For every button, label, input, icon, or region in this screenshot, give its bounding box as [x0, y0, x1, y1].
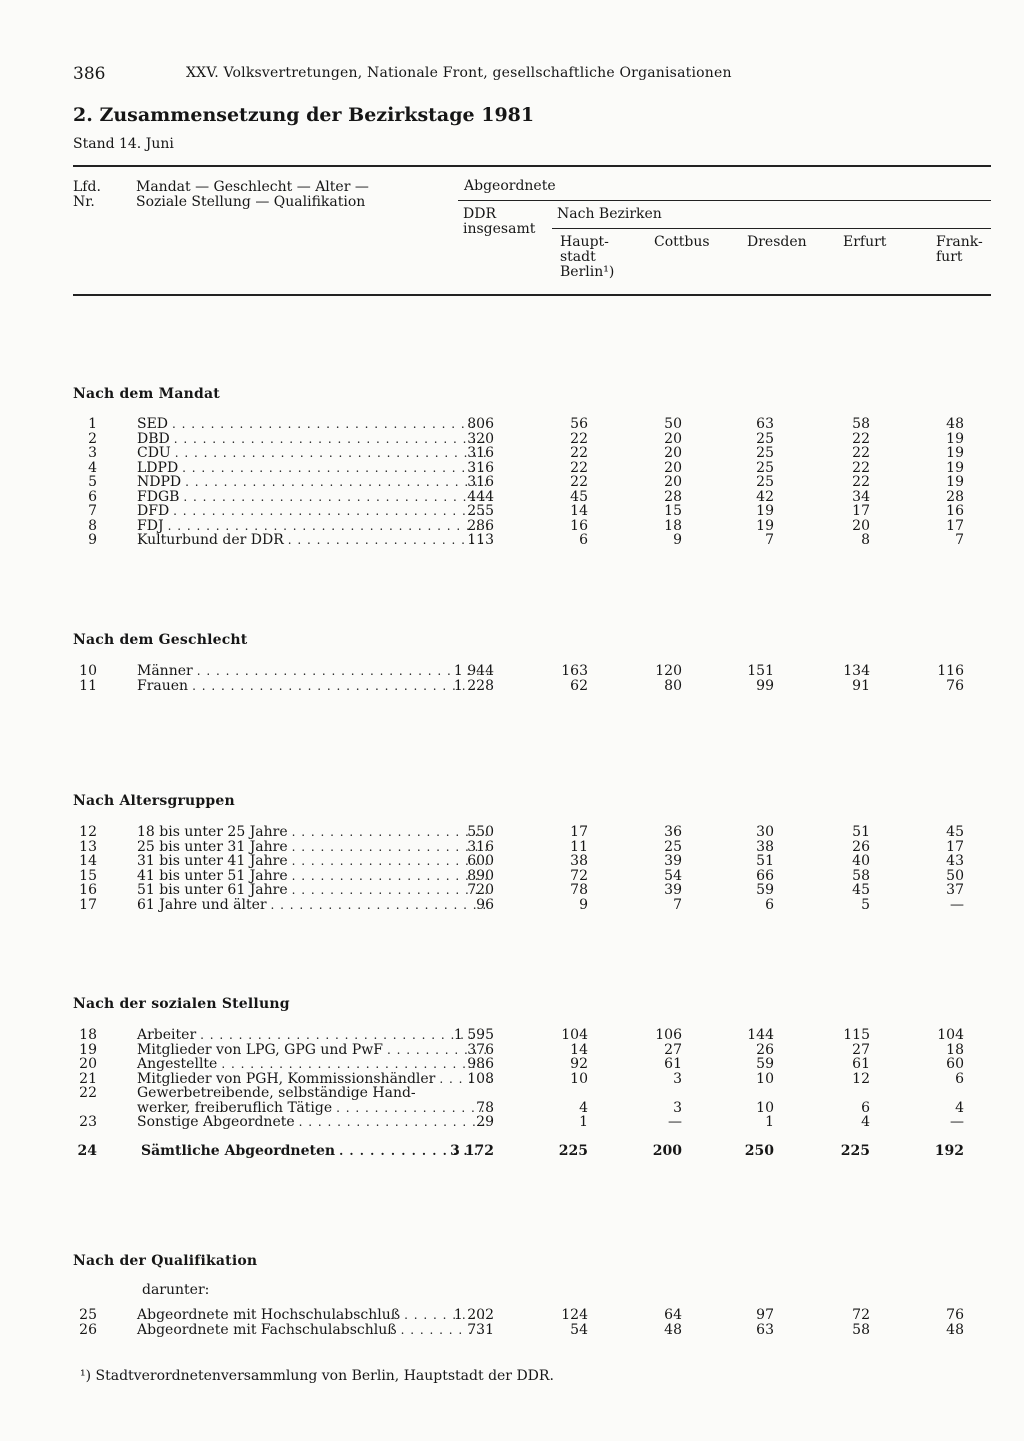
table-row: [0, 504, 1024, 519]
value-ddr-total: 806: [467, 416, 494, 432]
value-ddr-total: 600: [467, 853, 494, 869]
value-dresden: 63: [756, 1321, 774, 1338]
value-frankfurt: —: [950, 1114, 964, 1130]
value-ddr-total: 108: [467, 1070, 494, 1087]
value-frankfurt: 17: [946, 517, 964, 534]
value-dresden: 19: [756, 503, 774, 519]
value-frankfurt: 43: [946, 853, 964, 869]
abgeordnete-rule: [458, 200, 991, 201]
value-erfurt: 22: [852, 459, 870, 476]
value-ddr-total: 29: [476, 1114, 494, 1130]
row-label: 51 bis unter 61 Jahre . . .: [137, 883, 492, 898]
row-number: 26: [79, 1321, 97, 1338]
value-ddr-total: 316: [467, 838, 494, 855]
value-erfurt: 40: [852, 853, 870, 869]
row-label: Abgeordnete mit Hochschulabschluß . . .: [137, 1308, 492, 1323]
row-label: Frauen . . .: [137, 679, 492, 694]
value-cottbus: 61: [664, 1056, 682, 1072]
value-ddr-total: 890: [467, 867, 494, 884]
row-label: CDU . . .: [137, 446, 492, 461]
row-number: 23: [79, 1114, 97, 1130]
col-ddr-insgesamt: DDR insgesamt: [463, 206, 536, 237]
col-abgeordnete: Abgeordnete: [464, 178, 556, 194]
value-dresden: 151: [747, 663, 774, 679]
value-berlin: 14: [570, 503, 588, 519]
value-frankfurt: 6: [955, 1070, 964, 1087]
row-label: Angestellte . . .: [137, 1057, 492, 1072]
row-number: 24: [77, 1142, 97, 1159]
leader-dots: [192, 679, 490, 694]
row-label: Sonstige Abgeordnete . . .: [137, 1115, 492, 1130]
table-row: [0, 825, 1024, 840]
row-label: Abgeordnete mit Fachschulabschluß . . .: [137, 1323, 492, 1338]
page-subtitle: Stand 14. Juni: [73, 136, 174, 152]
value-erfurt: 6: [861, 1099, 870, 1116]
row-number: 7: [88, 503, 97, 519]
bezirke-rule: [552, 228, 991, 229]
leader-dots: [172, 417, 490, 432]
value-erfurt: 58: [852, 867, 870, 884]
col-lfd-nr: Lfd. Nr.: [73, 179, 101, 210]
value-frankfurt: 104: [937, 1027, 964, 1043]
section-subheading: darunter:: [142, 1282, 210, 1298]
leader-dots: [185, 475, 490, 490]
section-heading: Nach dem Mandat: [73, 386, 220, 402]
value-erfurt: 17: [852, 503, 870, 519]
row-number: 14: [79, 853, 97, 869]
value-berlin: 14: [570, 1041, 588, 1058]
value-cottbus: —: [668, 1114, 682, 1130]
row-number: 6: [88, 488, 97, 505]
row-label: Männer . . .: [137, 664, 492, 679]
table-row: [0, 1308, 1024, 1323]
row-label: Kulturbund der DDR . . .: [137, 533, 492, 548]
value-ddr-total: 78: [476, 1099, 494, 1116]
section-heading: Nach der sozialen Stellung: [73, 996, 290, 1012]
row-label: LDPD . . .: [137, 461, 492, 476]
row-number: 13: [79, 838, 97, 855]
value-cottbus: 15: [664, 503, 682, 519]
row-number: 15: [79, 867, 97, 884]
row-number: 1: [88, 416, 97, 432]
value-frankfurt: —: [950, 896, 964, 913]
value-dresden: 25: [756, 430, 774, 447]
value-ddr-total: 320: [467, 430, 494, 447]
value-cottbus: 3: [673, 1099, 682, 1116]
value-dresden: 59: [756, 1056, 774, 1072]
value-cottbus: 20: [664, 459, 682, 476]
table-row: [0, 1028, 1024, 1043]
value-erfurt: 22: [852, 445, 870, 461]
col-cottbus: Cottbus: [654, 234, 710, 250]
value-cottbus: 20: [664, 445, 682, 461]
value-berlin: 56: [570, 416, 588, 432]
col-berlin: Haupt- stadt Berlin¹): [560, 234, 615, 280]
value-frankfurt: 28: [946, 488, 964, 505]
row-number: 21: [79, 1070, 97, 1087]
value-erfurt: 45: [852, 882, 870, 898]
value-cottbus: 80: [664, 677, 682, 694]
value-erfurt: 34: [852, 488, 870, 505]
value-frankfurt: 7: [955, 532, 964, 548]
value-frankfurt: 192: [934, 1142, 964, 1159]
value-cottbus: 18: [664, 517, 682, 534]
row-label: DBD . . .: [137, 432, 492, 447]
row-label: 31 bis unter 41 Jahre . . .: [137, 854, 492, 869]
value-cottbus: 64: [664, 1307, 682, 1323]
value-erfurt: 22: [852, 430, 870, 447]
value-berlin: 225: [558, 1142, 588, 1159]
value-frankfurt: 50: [946, 867, 964, 884]
row-number: 11: [79, 677, 97, 694]
value-cottbus: 106: [655, 1027, 682, 1043]
value-ddr-total: 3 172: [450, 1142, 494, 1159]
row-label: Arbeiter . . .: [137, 1028, 492, 1043]
table-row: [0, 898, 1024, 913]
value-cottbus: 20: [664, 430, 682, 447]
table-row: [0, 1057, 1024, 1072]
value-frankfurt: 76: [946, 1307, 964, 1323]
table-row-label-line: [0, 1086, 1024, 1101]
value-dresden: 250: [744, 1142, 774, 1159]
value-berlin: 9: [579, 896, 588, 913]
table-row: [0, 417, 1024, 432]
value-erfurt: 26: [852, 838, 870, 855]
running-title: XXV. Volksvertretungen, Nationale Front, gesellschaftliche Organisationen: [186, 65, 732, 81]
leader-dots: [174, 432, 490, 447]
value-berlin: 22: [570, 430, 588, 447]
table-head-bottom-rule: [73, 294, 991, 296]
value-dresden: 63: [756, 416, 774, 432]
value-ddr-total: 550: [467, 824, 494, 840]
value-cottbus: 120: [655, 663, 682, 679]
leader-dots: [175, 446, 490, 461]
value-dresden: 19: [756, 517, 774, 534]
value-ddr-total: 720: [467, 882, 494, 898]
row-number: 3: [88, 445, 97, 461]
table-top-rule: [73, 165, 991, 167]
value-cottbus: 7: [673, 896, 682, 913]
value-frankfurt: 18: [946, 1041, 964, 1058]
leader-dots: [197, 664, 490, 679]
value-frankfurt: 19: [946, 445, 964, 461]
row-number: 2: [88, 430, 97, 447]
value-dresden: 30: [756, 824, 774, 840]
value-frankfurt: 45: [946, 824, 964, 840]
leader-dots: [182, 461, 490, 476]
value-cottbus: 50: [664, 416, 682, 432]
value-berlin: 45: [570, 488, 588, 505]
table-row: [0, 883, 1024, 898]
value-ddr-total: 316: [467, 459, 494, 476]
value-berlin: 10: [570, 1070, 588, 1087]
row-number: 20: [79, 1056, 97, 1072]
table-row: [0, 854, 1024, 869]
leader-dots: [173, 504, 490, 519]
table-row: [0, 1144, 1024, 1159]
value-ddr-total: 376: [467, 1041, 494, 1058]
section-heading: Nach dem Geschlecht: [73, 632, 248, 648]
row-label: werker, freiberuflich Tätige . . .: [137, 1101, 492, 1116]
table-row: [0, 475, 1024, 490]
value-berlin: 104: [561, 1027, 588, 1043]
value-dresden: 25: [756, 445, 774, 461]
value-frankfurt: 48: [946, 1321, 964, 1338]
page-number: 386: [73, 64, 106, 84]
row-number: 5: [88, 474, 97, 490]
value-dresden: 7: [765, 532, 774, 548]
row-label: FDGB . . .: [137, 490, 492, 505]
value-dresden: 6: [765, 896, 774, 913]
value-erfurt: 115: [843, 1027, 870, 1043]
table-row: [0, 679, 1024, 694]
value-berlin: 6: [579, 532, 588, 548]
value-frankfurt: 17: [946, 838, 964, 855]
value-berlin: 163: [561, 663, 588, 679]
value-erfurt: 5: [861, 896, 870, 913]
value-ddr-total: 316: [467, 445, 494, 461]
table-row: [0, 664, 1024, 679]
value-ddr-total: 444: [467, 488, 494, 505]
row-number: 8: [88, 517, 97, 534]
value-cottbus: 39: [664, 853, 682, 869]
leader-dots: [200, 1028, 490, 1043]
row-number: 10: [79, 663, 97, 679]
value-erfurt: 20: [852, 517, 870, 534]
value-ddr-total: 286: [467, 517, 494, 534]
value-frankfurt: 116: [937, 663, 964, 679]
row-label: FDJ . . .: [137, 519, 492, 534]
value-erfurt: 134: [843, 663, 870, 679]
value-dresden: 144: [747, 1027, 774, 1043]
row-label: 25 bis unter 31 Jahre . . .: [137, 840, 492, 855]
value-erfurt: 91: [852, 677, 870, 694]
value-cottbus: 39: [664, 882, 682, 898]
row-label: 18 bis unter 25 Jahre . . .: [137, 825, 492, 840]
table-row: [0, 1323, 1024, 1338]
value-berlin: 1: [579, 1114, 588, 1130]
value-frankfurt: 76: [946, 677, 964, 694]
value-ddr-total: 255: [467, 503, 494, 519]
table-row: [0, 446, 1024, 461]
value-berlin: 78: [570, 882, 588, 898]
row-label: 61 Jahre und älter . . .: [137, 898, 492, 913]
row-label: 41 bis unter 51 Jahre . . .: [137, 869, 492, 884]
row-label: DFD . . .: [137, 504, 492, 519]
value-berlin: 22: [570, 459, 588, 476]
value-cottbus: 9: [673, 532, 682, 548]
value-ddr-total: 731: [467, 1321, 494, 1338]
value-berlin: 54: [570, 1321, 588, 1338]
row-number: 4: [88, 459, 97, 476]
section-heading: Nach Altersgruppen: [73, 793, 235, 809]
value-frankfurt: 37: [946, 882, 964, 898]
row-label: Mitglieder von LPG, GPG und PwF . . .: [137, 1043, 492, 1058]
value-erfurt: 225: [840, 1142, 870, 1159]
value-ddr-total: 96: [476, 896, 494, 913]
row-number: 18: [79, 1027, 97, 1043]
value-dresden: 10: [756, 1099, 774, 1116]
row-label: Mitglieder von PGH, Kommissionshändler . . .: [137, 1072, 492, 1087]
footnote: ¹) Stadtverordnetenversammlung von Berlin, Hauptstadt der DDR.: [80, 1368, 554, 1384]
value-dresden: 1: [765, 1114, 774, 1130]
value-erfurt: 58: [852, 1321, 870, 1338]
col-mandat: Mandat — Geschlecht — Alter — Soziale Stellung — Qualifikation: [136, 179, 369, 210]
page-title: 2. Zusammensetzung der Bezirkstage 1981: [73, 104, 535, 126]
value-cottbus: 36: [664, 824, 682, 840]
value-berlin: 124: [561, 1307, 588, 1323]
value-cottbus: 27: [664, 1041, 682, 1058]
value-erfurt: 12: [852, 1070, 870, 1087]
col-nach-bezirken: Nach Bezirken: [557, 206, 662, 222]
value-berlin: 92: [570, 1056, 588, 1072]
value-ddr-total: 1 595: [453, 1027, 494, 1043]
value-dresden: 10: [756, 1070, 774, 1087]
row-number: 12: [79, 824, 97, 840]
value-erfurt: 27: [852, 1041, 870, 1058]
col-dresden: Dresden: [747, 234, 807, 250]
row-label: Sämtliche Abgeordneten . . .: [141, 1144, 492, 1159]
value-frankfurt: 19: [946, 430, 964, 447]
table-row: [0, 1115, 1024, 1130]
value-berlin: 11: [570, 838, 588, 855]
value-ddr-total: 1 228: [453, 677, 494, 694]
value-berlin: 4: [579, 1099, 588, 1116]
value-erfurt: 4: [861, 1114, 870, 1130]
value-ddr-total: 113: [467, 532, 494, 548]
value-erfurt: 51: [852, 824, 870, 840]
value-dresden: 66: [756, 867, 774, 884]
value-dresden: 97: [756, 1307, 774, 1323]
value-dresden: 51: [756, 853, 774, 869]
value-cottbus: 54: [664, 867, 682, 884]
value-frankfurt: 19: [946, 474, 964, 490]
value-ddr-total: 1 202: [453, 1307, 494, 1323]
value-erfurt: 61: [852, 1056, 870, 1072]
row-number: 19: [79, 1041, 97, 1058]
value-cottbus: 25: [664, 838, 682, 855]
value-cottbus: 200: [652, 1142, 682, 1159]
value-berlin: 38: [570, 853, 588, 869]
row-label: SED . . .: [137, 417, 492, 432]
value-dresden: 25: [756, 459, 774, 476]
row-number: 22: [79, 1085, 97, 1101]
value-dresden: 38: [756, 838, 774, 855]
value-frankfurt: 48: [946, 416, 964, 432]
row-number: 25: [79, 1307, 97, 1323]
value-berlin: 22: [570, 445, 588, 461]
value-dresden: 59: [756, 882, 774, 898]
value-ddr-total: 316: [467, 474, 494, 490]
row-number: 17: [79, 896, 97, 913]
value-berlin: 22: [570, 474, 588, 490]
value-erfurt: 58: [852, 416, 870, 432]
value-ddr-total: 1 944: [453, 663, 494, 679]
col-frankfurt: Frank- furt: [936, 234, 983, 265]
table-row: [0, 533, 1024, 548]
value-erfurt: 22: [852, 474, 870, 490]
value-frankfurt: 19: [946, 459, 964, 476]
value-dresden: 26: [756, 1041, 774, 1058]
value-erfurt: 8: [861, 532, 870, 548]
value-frankfurt: 60: [946, 1056, 964, 1072]
value-cottbus: 20: [664, 474, 682, 490]
row-number: 16: [79, 882, 97, 898]
value-dresden: 25: [756, 474, 774, 490]
value-frankfurt: 16: [946, 503, 964, 519]
value-berlin: 17: [570, 824, 588, 840]
value-cottbus: 28: [664, 488, 682, 505]
value-berlin: 16: [570, 517, 588, 534]
value-dresden: 99: [756, 677, 774, 694]
leader-dots: [183, 490, 490, 505]
value-frankfurt: 4: [955, 1099, 964, 1116]
value-erfurt: 72: [852, 1307, 870, 1323]
value-dresden: 42: [756, 488, 774, 505]
col-erfurt: Erfurt: [843, 234, 887, 250]
value-cottbus: 48: [664, 1321, 682, 1338]
row-label: NDPD . . .: [137, 475, 492, 490]
value-berlin: 72: [570, 867, 588, 884]
value-cottbus: 3: [673, 1070, 682, 1087]
value-berlin: 62: [570, 677, 588, 694]
row-label: Gewerbetreibende, selbständige Hand-: [137, 1085, 416, 1101]
value-ddr-total: 986: [467, 1056, 494, 1072]
row-number: 9: [88, 532, 97, 548]
section-heading: Nach der Qualifikation: [73, 1253, 258, 1269]
